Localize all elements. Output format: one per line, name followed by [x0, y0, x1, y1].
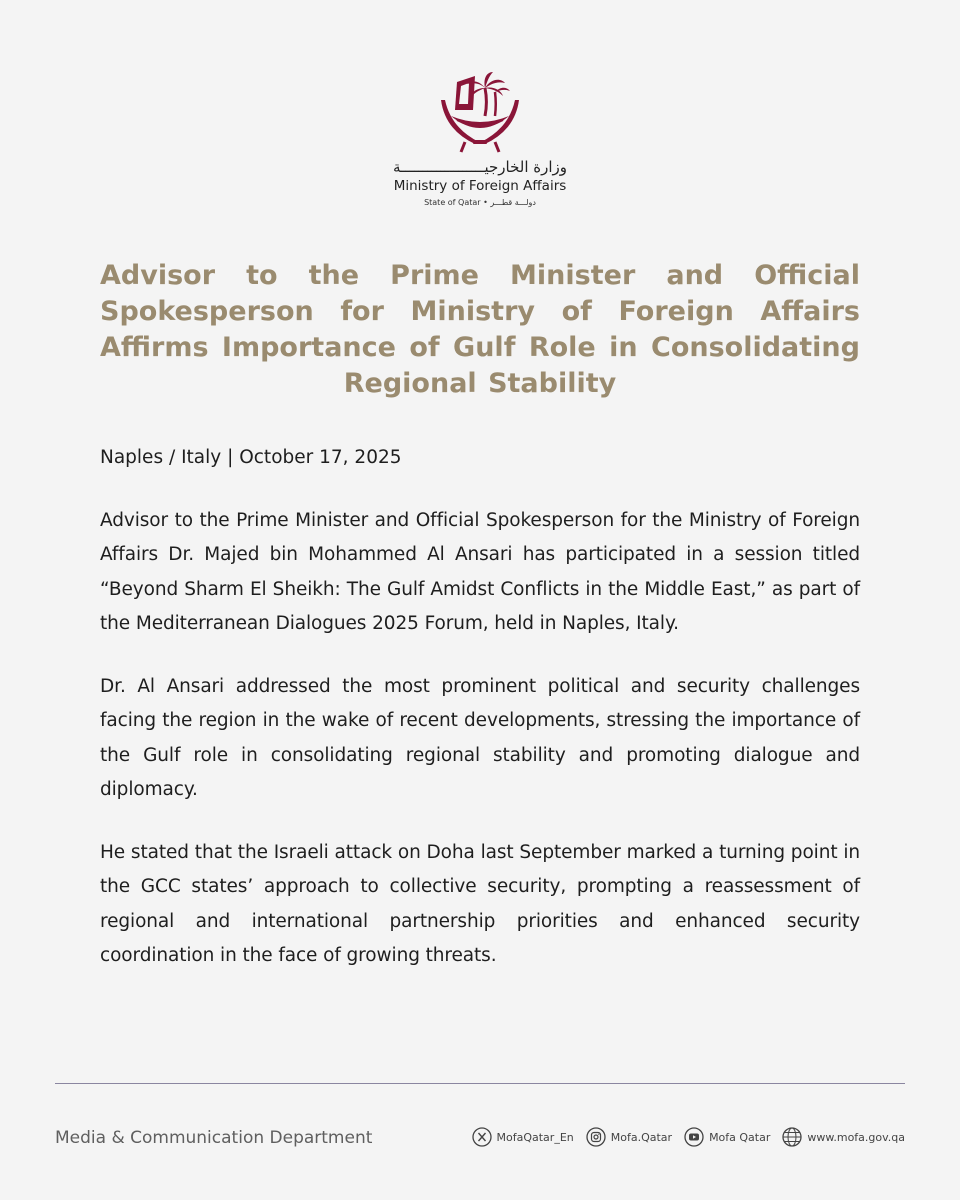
ministry-logo [0, 70, 960, 207]
ministry-name-english: Ministry of Foreign Affairs [393, 178, 567, 194]
youtube-icon [684, 1127, 704, 1147]
paragraph: Advisor to the Prime Minister and Official Spokesperson for the Ministry of Foreign Affairs Dr. Majed bin Mohammed Al Ansari has participated in a session titled “Beyond Sharm El Sheikh: The Gulf Amidst Conflicts in the Middle East,” as part of the Mediterranean Dialogues 2025 Forum, held in Naples, Italy. [100, 509, 860, 634]
department-label: Media & Communication Department [55, 1128, 373, 1148]
social-label: MofaQatar_En [496, 1130, 574, 1144]
paragraph: Dr. Al Ansari addressed the most prominent political and security challenges facing the region in the wake of recent developments, stressing the importance of the Gulf role in consolidating regional stability and promoting dialogue and diplomacy. [100, 675, 860, 800]
social-links [472, 1127, 905, 1147]
paragraph: He stated that the Israeli attack on Doha last September marked a turning point in the GCC states’ approach to collective security, prompting a reassessment of regional and international partnership priorities and enhanced security coordination in the face of growing threats. [100, 841, 860, 966]
footer-divider [55, 1083, 905, 1084]
qatar-emblem-icon [435, 70, 525, 154]
social-label: www.mofa.gov.qa [807, 1130, 905, 1144]
ministry-name-arabic: وزارة الخارجيـــــــــــــــــــة [392, 158, 568, 176]
social-link-instagram[interactable] [586, 1127, 672, 1147]
social-link-youtube[interactable] [684, 1127, 770, 1147]
page-title: Advisor to the Prime Minister and Official Spokesperson for Ministry of Foreign Affairs Affirms Importance of Gulf Role in Consolidating Regional Stability [100, 260, 860, 399]
instagram-icon [586, 1127, 606, 1147]
social-link-x[interactable] [472, 1127, 574, 1147]
dateline: Naples / Italy | October 17, 2025 [100, 447, 402, 468]
x-icon [472, 1127, 492, 1147]
social-link-website[interactable] [782, 1127, 905, 1147]
article-body [100, 441, 860, 1002]
state-of-qatar-label: State of Qatar • دولـــة قطـــر [424, 198, 536, 207]
globe-icon [782, 1127, 802, 1147]
social-label: Mofa Qatar [709, 1130, 771, 1144]
social-label: Mofa.Qatar [610, 1130, 673, 1144]
